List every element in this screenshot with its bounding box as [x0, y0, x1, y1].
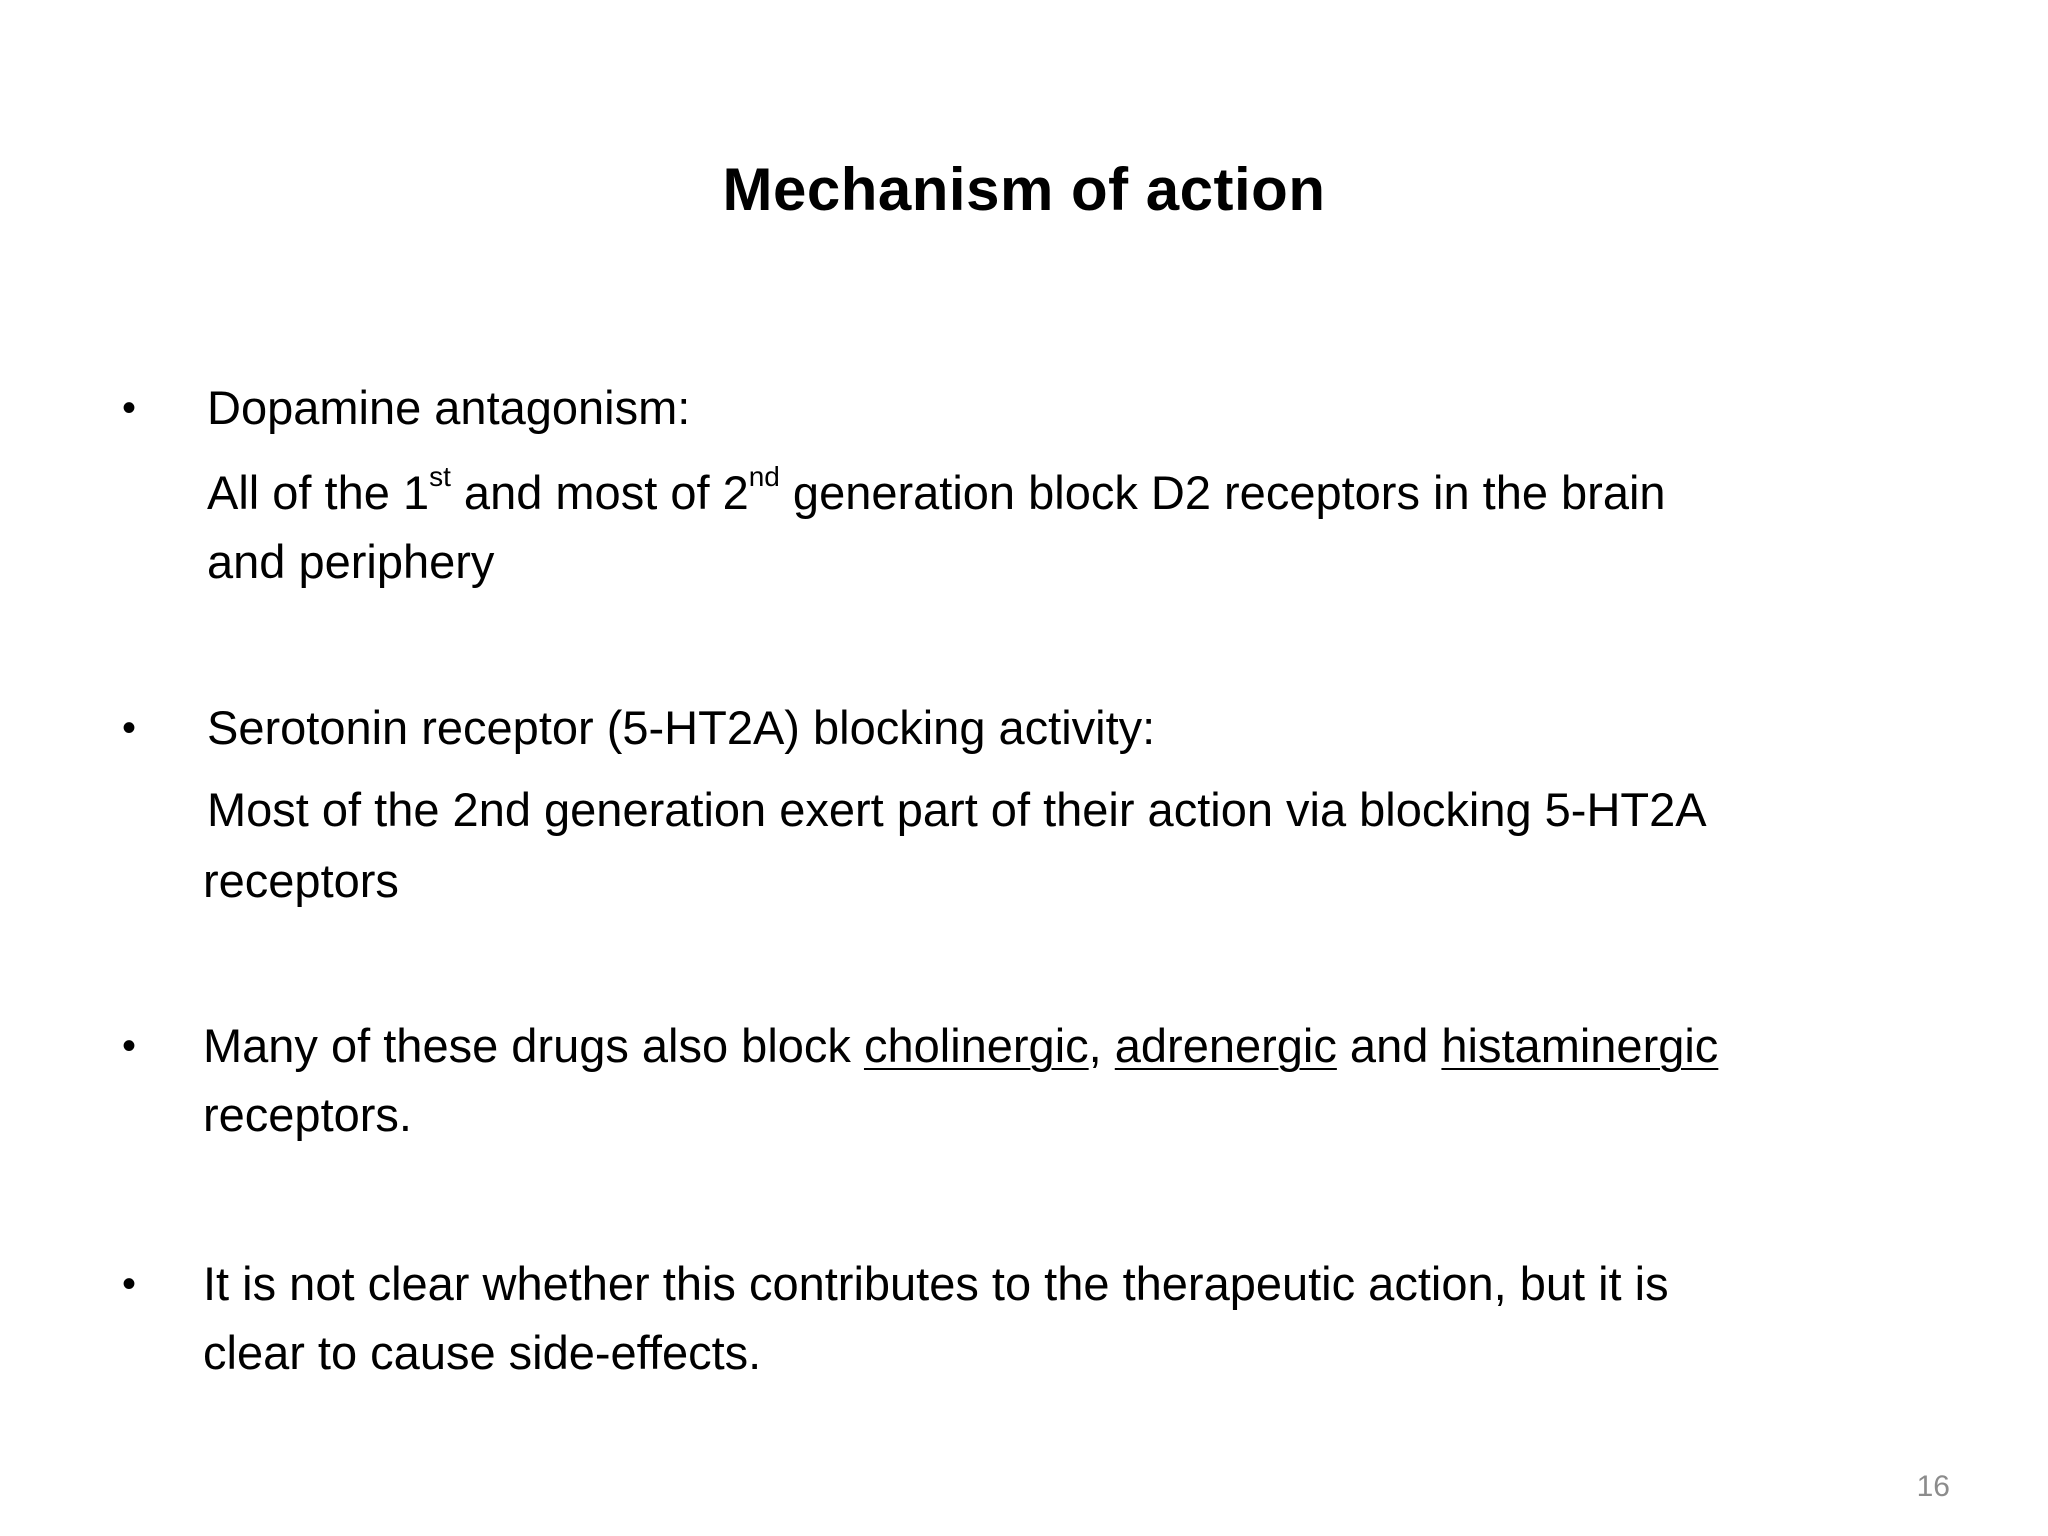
bullet-3-sep-2: and — [1336, 1019, 1442, 1072]
bullet-3-sep-1: , — [1088, 1019, 1115, 1072]
bullet-4-line-1: It is not clear whether this contributes to the therapeutic action, but it is — [203, 1257, 1669, 1310]
bullet-2-heading: Serotonin receptor (5-HT2A) blocking activity: — [207, 701, 1156, 754]
bullet-3-line-1 — [203, 1011, 1718, 1081]
page-number: 16 — [1916, 1470, 1950, 1503]
bullet-2-line-2: receptors — [203, 854, 399, 907]
bullet-1-line-2: and periphery — [207, 535, 495, 588]
bullet-1-heading: Dopamine antagonism: — [207, 381, 691, 434]
bullet-marker: • — [122, 1024, 137, 1068]
bullet-1-text-b: and most of 2 — [450, 466, 749, 519]
bullet-3-line-2: receptors. — [203, 1088, 412, 1141]
bullet-1-sup-st: st — [429, 461, 451, 493]
bullet-1-line-1 — [207, 458, 1666, 528]
bullet-marker: • — [122, 1262, 137, 1306]
underlined-term-histaminergic: histaminergic — [1441, 1019, 1719, 1072]
slide-title: Mechanism of action — [722, 156, 1326, 223]
bullet-1-text-a: All of the 1 — [207, 466, 430, 519]
bullet-3-text-a: Many of these drugs also block — [203, 1019, 864, 1072]
bullet-marker: • — [122, 706, 137, 750]
underlined-term-adrenergic: adrenergic — [1114, 1019, 1337, 1072]
bullet-1-sup-nd: nd — [748, 461, 780, 493]
underlined-term-cholinergic: cholinergic — [863, 1019, 1089, 1072]
bullet-2-line-1: Most of the 2nd generation exert part of their action via blocking 5-HT2A — [207, 783, 1707, 836]
bullet-marker: • — [122, 386, 137, 430]
bullet-4-line-2: clear to cause side-effects. — [203, 1326, 762, 1379]
bullet-1-text-c: generation block D2 receptors in the brain — [779, 466, 1666, 519]
